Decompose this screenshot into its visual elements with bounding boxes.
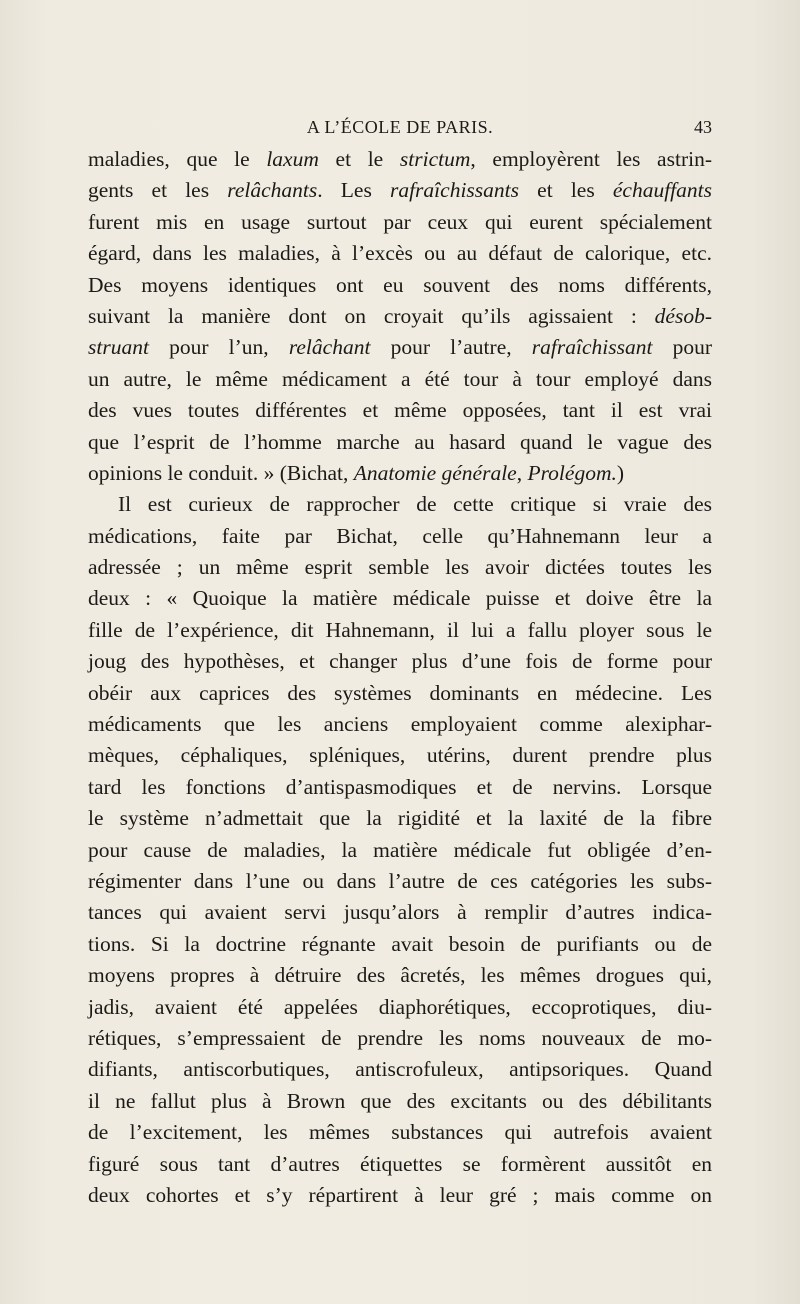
text-line: [88, 238, 712, 269]
text-segment: adressée ; un même esprit semble les avoir dictées toutes les: [88, 555, 712, 580]
text-segment: tard les fonctions d’antispasmodiques et de nervins. Lorsque: [88, 774, 712, 799]
text-line: [88, 740, 712, 771]
italic-text: relâchant: [288, 335, 371, 360]
text-segment: de l’excitement, les mêmes substances qui autrefois avaient: [88, 1120, 712, 1145]
text-segment: pour l’un,: [148, 335, 289, 360]
italic-text: relâchants: [227, 178, 318, 203]
text-line: [88, 835, 712, 866]
text-segment: médicaments que les anciens employaient comme alexiphar-: [88, 712, 712, 737]
text-segment: maladies, que le: [88, 147, 267, 171]
body-text: [88, 144, 712, 1211]
text-segment: , employèrent les astrin-: [470, 147, 712, 171]
text-line: [88, 144, 712, 175]
text-line: [88, 615, 712, 646]
text-segment: rétiques, s’empressaient de prendre les noms nouveaux de mo-: [88, 1025, 712, 1050]
text-segment: joug des hypothèses, et changer plus d’une fois de forme pour: [88, 649, 712, 674]
text-segment: régimenter dans l’une ou dans l’autre de ces catégories les subs-: [88, 868, 712, 893]
text-segment: obéir aux caprices des systèmes dominants en médecine. Les: [88, 680, 712, 705]
text-segment: jadis, avaient été appelées diaphorétiques, eccoprotiques, diu-: [88, 994, 712, 1019]
text-segment: pour: [652, 335, 712, 360]
text-line: [88, 678, 712, 709]
text-segment: difiants, antiscorbutiques, antiscrofuleux, antipsoriques. Quand: [88, 1057, 712, 1082]
text-line: [88, 301, 712, 332]
italic-text: désob-: [654, 303, 712, 328]
italic-text: rafraîchissants: [389, 178, 519, 203]
text-line: [88, 866, 712, 897]
italic-text: échauffants: [612, 178, 712, 203]
italic-text: laxum: [266, 147, 319, 171]
text-segment: le système n’admettait que la rigidité et la laxité de la fibre: [88, 806, 712, 831]
text-segment: tances qui avaient servi jusqu’alors à remplir d’autres indica-: [88, 900, 712, 925]
text-segment: fille de l’expérience, dit Hahnemann, il lui a fallu ployer sous le: [88, 617, 712, 642]
text-segment: tions. Si la doctrine régnante avait besoin de purifiants ou de: [88, 931, 712, 956]
text-segment: opinions le conduit. » (Bichat,: [88, 460, 354, 485]
running-title: A L’ÉCOLE DE PARIS.: [306, 117, 494, 137]
page-number: 43: [694, 117, 712, 137]
text-segment: moyens propres à détruire des âcretés, les mêmes drogues qui,: [88, 963, 712, 988]
text-segment: pour cause de maladies, la matière médicale fut obligée d’en-: [88, 837, 712, 862]
text-line: [88, 929, 712, 960]
text-line: [88, 270, 712, 301]
italic-text: strictum: [399, 147, 471, 171]
text-line: [88, 1117, 712, 1148]
text-line: [88, 1180, 712, 1211]
text-segment: ): [616, 460, 625, 485]
text-line: [88, 960, 712, 991]
text-line: [88, 207, 712, 238]
text-line: [88, 1086, 712, 1117]
text-segment: que l’esprit de l’homme marche au hasard quand le vague des: [88, 429, 712, 454]
text-segment: et le: [318, 147, 400, 171]
text-line: [88, 803, 712, 834]
text-line: [88, 175, 712, 206]
text-line: [88, 1054, 712, 1085]
text-segment: il ne fallut plus à Brown que des excitants ou des débilitants: [88, 1088, 712, 1113]
text-line: [88, 1149, 712, 1180]
text-line: [88, 646, 712, 677]
italic-text: struant: [88, 335, 149, 360]
text-segment: médications, faite par Bichat, celle qu’Hahnemann leur a: [88, 523, 712, 548]
text-segment: figuré sous tant d’autres étiquettes se formèrent aussitôt en: [88, 1151, 712, 1176]
italic-text: rafraîchissant: [531, 335, 653, 360]
text-line: [88, 897, 712, 928]
text-segment: un autre, le même médicament a été tour à tour employé dans: [88, 366, 712, 391]
text-line: [88, 583, 712, 614]
text-line: [88, 427, 712, 458]
text-segment: ,: [516, 460, 528, 485]
text-segment: gents et les: [88, 178, 228, 203]
text-line: [88, 489, 712, 520]
text-line: [88, 1023, 712, 1054]
text-segment: et les: [519, 178, 613, 203]
text-line: [88, 395, 712, 426]
text-segment: pour l’autre,: [370, 335, 532, 360]
text-line: [88, 552, 712, 583]
text-segment: des vues toutes différentes et même opposées, tant il est vrai: [88, 398, 712, 423]
text-segment: suivant la manière dont on croyait qu’ils agissaient :: [88, 303, 655, 328]
text-segment: deux cohortes et s’y répartirent à leur gré ; mais comme on: [88, 1182, 712, 1207]
text-line: [88, 772, 712, 803]
text-line: [88, 332, 712, 363]
text-segment: deux : « Quoique la matière médicale puisse et doive être la: [88, 586, 712, 611]
text-segment: . Les: [317, 178, 390, 203]
text-segment: Il est curieux de rapprocher de cette critique si vraie des: [118, 492, 712, 517]
text-segment: égard, dans les maladies, à l’excès ou au défaut de calorique, etc.: [88, 241, 712, 266]
text-line: [88, 364, 712, 395]
running-head: [88, 117, 712, 137]
italic-text: Anatomie générale: [353, 460, 517, 485]
text-segment: Des moyens identiques ont eu souvent des noms différents,: [88, 272, 712, 297]
italic-text: Prolégom.: [527, 460, 617, 485]
text-line: [88, 709, 712, 740]
text-line: [88, 458, 712, 489]
text-line: [88, 521, 712, 552]
text-segment: mèques, céphaliques, spléniques, utérins, durent prendre plus: [88, 743, 712, 768]
text-line: [88, 992, 712, 1023]
text-segment: furent mis en usage surtout par ceux qui eurent spécialement: [88, 209, 712, 234]
